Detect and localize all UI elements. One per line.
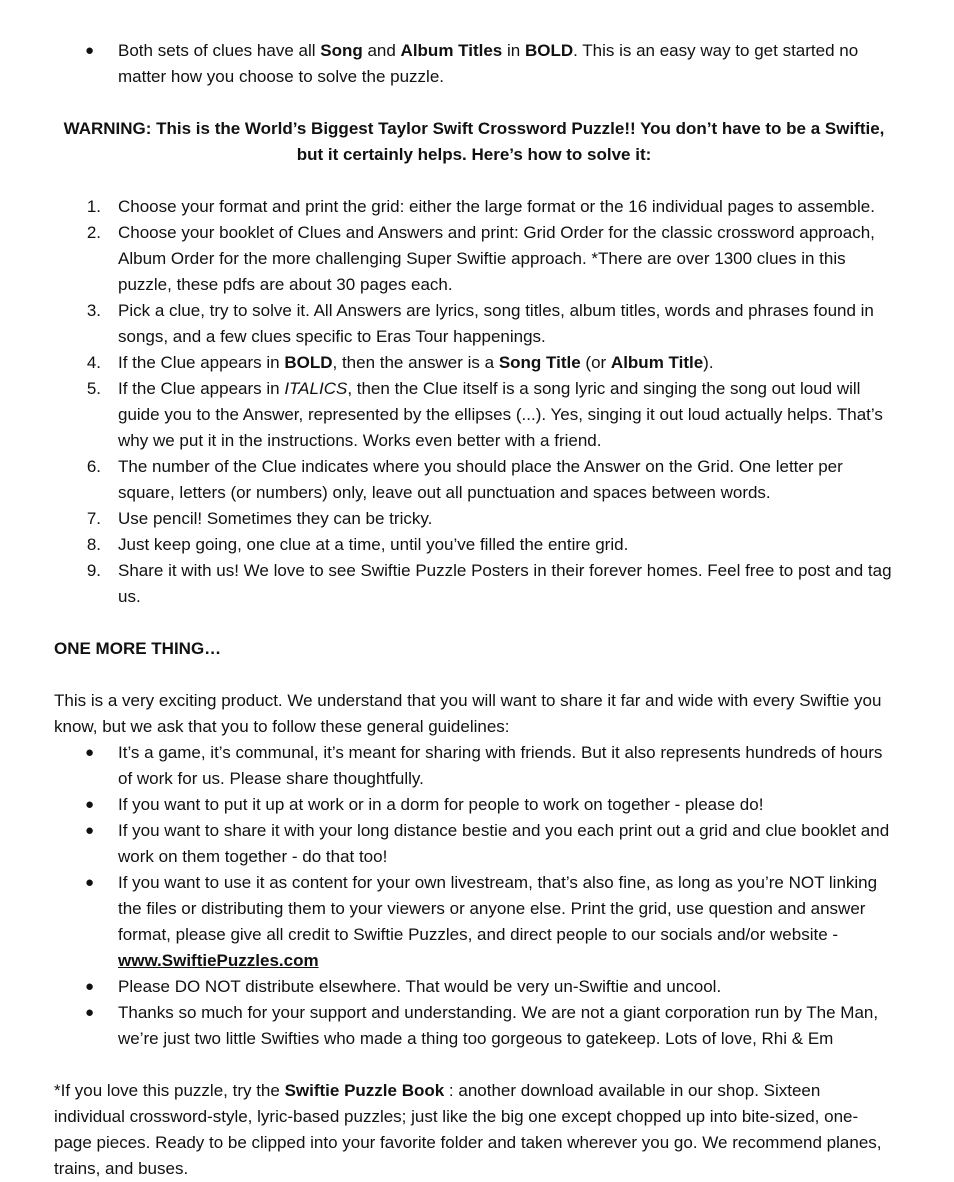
step-text: Choose your format and print the grid: either the large format or the 16 individual pages to assemble. xyxy=(118,197,875,216)
text: and xyxy=(362,41,401,60)
text: : another download available in our shop. Sixteen individual crossword-style, lyric-based puzzles; just like the big one except chopped up into bite-sized, one-page pieces. Ready to be clipped into your favorite folder and taken wherever you go. We recommend planes, trains, and buses. xyxy=(54,1081,882,1178)
step-number: 8. xyxy=(86,535,101,554)
step-number: 5. xyxy=(86,379,101,398)
bold-text: BOLD xyxy=(284,353,333,372)
list-item xyxy=(54,870,894,974)
list-item xyxy=(54,38,894,90)
list-item xyxy=(54,220,894,298)
bold-text: Swiftie Puzzle Book xyxy=(284,1081,445,1100)
step-text: Choose your booklet of Clues and Answers and print: Grid Order for the classic crossword approach, Album Order for the more challenging Super Swiftie approach. *There are over 1300 clues in this puzzle, these pdfs are about 30 pages each. xyxy=(118,223,875,294)
list-item xyxy=(54,350,894,376)
list-item xyxy=(54,298,894,350)
list-item: ● Please DO NOT distribute elsewhere. That would be very un-Swiftie and uncool. xyxy=(54,974,894,1000)
step-text: , then the answer is a xyxy=(332,353,499,372)
step-number: 2. xyxy=(86,223,101,242)
list-item xyxy=(54,506,894,532)
list-item xyxy=(54,532,894,558)
step-text: Just keep going, one clue at a time, until you’ve filled the entire grid. xyxy=(118,535,629,554)
list-item xyxy=(54,194,894,220)
step-number: 1. xyxy=(86,197,101,216)
bold-text: BOLD xyxy=(524,41,574,60)
step-text: (or xyxy=(580,353,611,372)
website-link[interactable]: www.SwiftiePuzzles.com xyxy=(118,951,319,970)
step-number: 4. xyxy=(86,353,101,372)
intro-paragraph: This is a very exciting product. We understand that you will want to share it far and wide with every Swiftie you know, but we ask that you to follow these general guidelines: xyxy=(54,691,882,736)
step-text: If the Clue appears in xyxy=(118,353,285,372)
text: in xyxy=(502,41,525,60)
step-text: ). xyxy=(703,353,714,372)
guidelines-list xyxy=(54,740,894,1052)
section-heading: ONE MORE THING… xyxy=(54,639,222,658)
italic-text: ITALICS xyxy=(284,379,348,398)
step-number: 3. xyxy=(86,301,101,320)
text: *If you love this puzzle, try the xyxy=(54,1081,285,1100)
list-item: ● Thanks so much for your support and understanding. We are not a giant corporation run by The Man, we’re just two little Swifties who made a thing too gorgeous to gatekeep. Lots of love, Rhi & Em xyxy=(54,1000,894,1052)
list-item: ● If you want to put it up at work or in a dorm for people to work on together - please do! xyxy=(54,792,894,818)
step-text: , then the Clue itself is a song lyric and singing the song out loud will guide you to the Answer, represented by the ellipses (...). Yes, singing it out loud actually helps. That’s why we put it in the instructions. Works even better with a friend. xyxy=(118,379,883,450)
step-number: 9. xyxy=(86,561,101,580)
text: Both sets of clues have all xyxy=(118,41,321,60)
step-text: Share it with us! We love to see Swiftie Puzzle Posters in their forever homes. Feel free to post and tag us. xyxy=(118,561,892,606)
list-item: ● If you want to share it with your long distance bestie and you each print out a grid and clue booklet and work on them together - do that too! xyxy=(54,818,894,870)
step-number: 6. xyxy=(86,457,101,476)
instructions-list xyxy=(54,194,894,610)
closing-paragraph xyxy=(54,1078,894,1182)
bold-text: Song xyxy=(320,41,363,60)
step-text: Use pencil! Sometimes they can be tricky. xyxy=(118,509,433,528)
step-number: 7. xyxy=(86,509,101,528)
list-item xyxy=(54,454,894,506)
text: . This is an easy way to get started no matter how you choose to solve the puzzle. xyxy=(118,41,859,86)
list-item: ● It’s a game, it’s communal, it’s meant for sharing with friends. But it also represents hundreds of hours of work for us. Please share thoughtfully. xyxy=(54,740,894,792)
bold-text: Song Title xyxy=(498,353,581,372)
intro-bullet-list xyxy=(54,0,894,90)
bold-text: Album Title xyxy=(610,353,704,372)
list-item xyxy=(54,558,894,610)
step-text: Pick a clue, try to solve it. All Answers are lyrics, song titles, album titles, words and phrases found in songs, and a few clues specific to Eras Tour happenings. xyxy=(118,301,874,346)
warning-heading: WARNING: This is the World’s Biggest Taylor Swift Crossword Puzzle!! You don’t have to be a Swiftie, but it certainly helps. Here’s how to solve it: xyxy=(63,119,885,164)
step-text: If the Clue appears in xyxy=(118,379,285,398)
text: If you want to use it as content for your own livestream, that’s also fine, as long as you’re NOT linking the files or distributing them to your viewers or anyone else. Print the grid, use question and answer format, please give all credit to Swiftie Puzzles, and direct people to our socials and/or website - xyxy=(118,873,878,944)
step-text: The number of the Clue indicates where you should place the Answer on the Grid. One letter per square, letters (or numbers) only, leave out all punctuation and spaces between words. xyxy=(118,457,843,502)
list-item xyxy=(54,376,894,454)
bold-text: Album Titles xyxy=(400,41,503,60)
